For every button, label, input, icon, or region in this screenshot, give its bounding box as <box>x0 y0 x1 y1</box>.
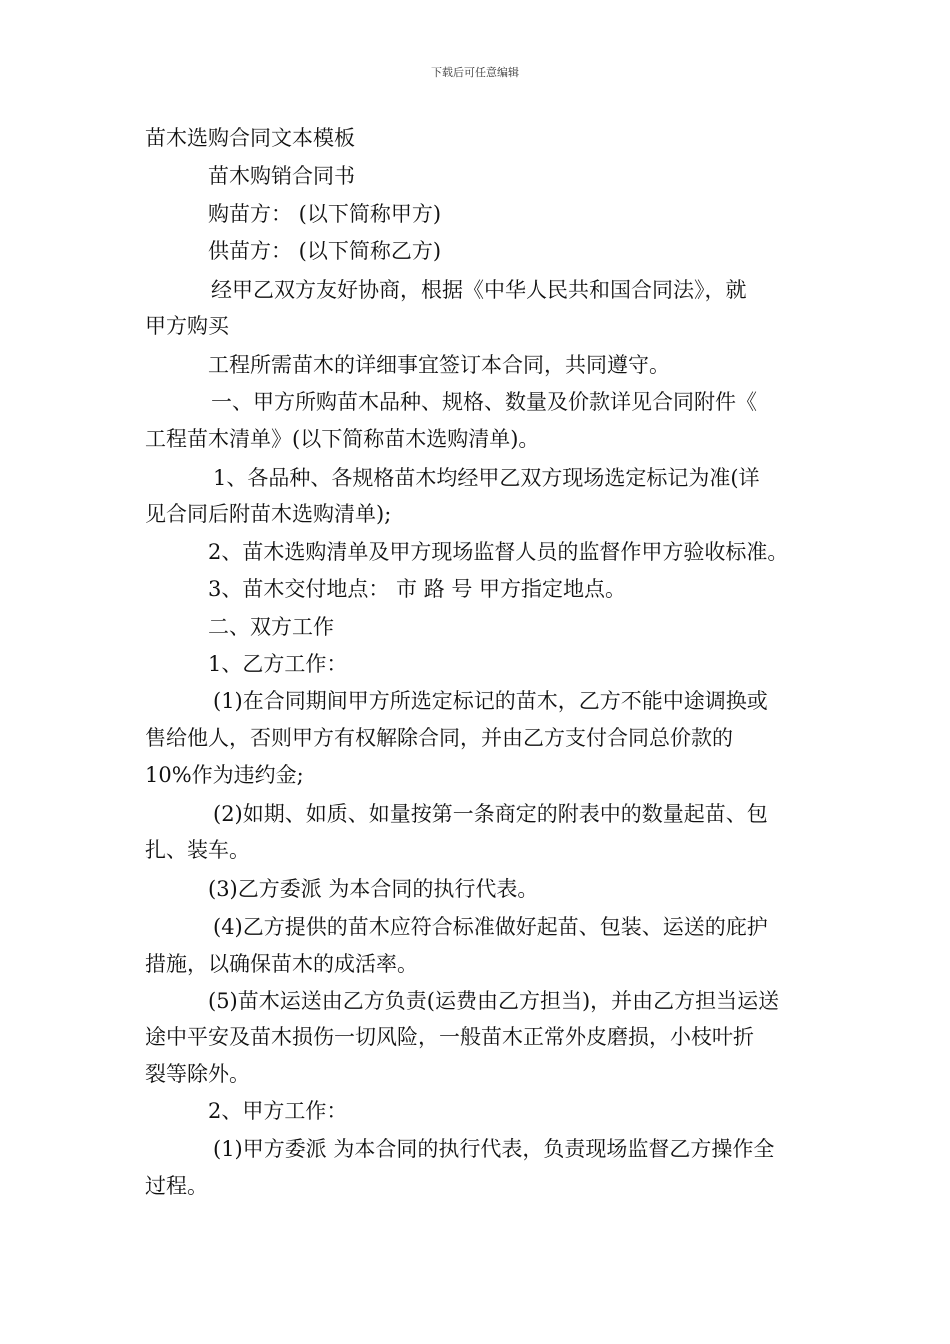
page-header: 下载后可任意编辑 <box>431 66 519 79</box>
document-line: 二、双方工作 <box>208 615 334 639</box>
document-line: 过程。 <box>145 1174 208 1198</box>
document-line: 工程苗木清单》(以下简称苗木选购清单)。 <box>145 427 540 451</box>
document-line: 10%作为违约金; <box>145 763 304 787</box>
document-line: 见合同后附苗木选购清单); <box>145 502 392 526</box>
document-line: 1、乙方工作： <box>208 652 348 676</box>
document-line: 工程所需苗木的详细事宜签订本合同，共同遵守。 <box>208 353 670 377</box>
document-line: 购苗方： (以下简称甲方) <box>208 202 442 226</box>
document-title: 苗木选购合同文本模板 <box>145 126 355 150</box>
document-line: 甲方购买 <box>145 314 229 338</box>
document-line: 经甲乙双方友好协商，根据《中华人民共和国合同法》，就 <box>211 278 747 302</box>
document-line: 苗木购销合同书 <box>208 164 355 188</box>
document-line: 2、甲方工作： <box>208 1099 348 1123</box>
document-line: 一、甲方所购苗木品种、规格、数量及价款详见合同附件《 <box>211 390 757 414</box>
document-line: 售给他人，否则甲方有权解除合同，并由乙方支付合同总价款的 <box>145 726 733 750</box>
document-line: (1)甲方委派 为本合同的执行代表，负责现场监督乙方操作全 <box>213 1137 775 1161</box>
document-line: 3、苗木交付地点： 市 路 号 甲方指定地点。 <box>208 577 627 601</box>
document-line: (3)乙方委派 为本合同的执行代表。 <box>208 877 539 901</box>
document-line: (4)乙方提供的苗木应符合标准做好起苗、包装、运送的庇护 <box>213 915 768 939</box>
document-line: 裂等除外。 <box>145 1062 250 1086</box>
document-line: 措施，以确保苗木的成活率。 <box>145 952 418 976</box>
document-line: 1、各品种、各规格苗木均经甲乙双方现场选定标记为准(详 <box>213 466 760 490</box>
document-line: (5)苗木运送由乙方负责(运费由乙方担当)，并由乙方担当运送 <box>208 989 780 1013</box>
document-line: (2)如期、如质、如量按第一条商定的附表中的数量起苗、包 <box>213 802 768 826</box>
document-line: 途中平安及苗木损伤一切风险，一般苗木正常外皮磨损，小枝叶折 <box>145 1025 754 1049</box>
document-line: 供苗方： (以下简称乙方) <box>208 239 442 263</box>
document-line: 扎、装车。 <box>145 838 250 862</box>
document-line: (1)在合同期间甲方所选定标记的苗木，乙方不能中途调换或 <box>213 689 768 713</box>
document-line: 2、苗木选购清单及甲方现场监督人员的监督作甲方验收标准。 <box>208 540 789 564</box>
